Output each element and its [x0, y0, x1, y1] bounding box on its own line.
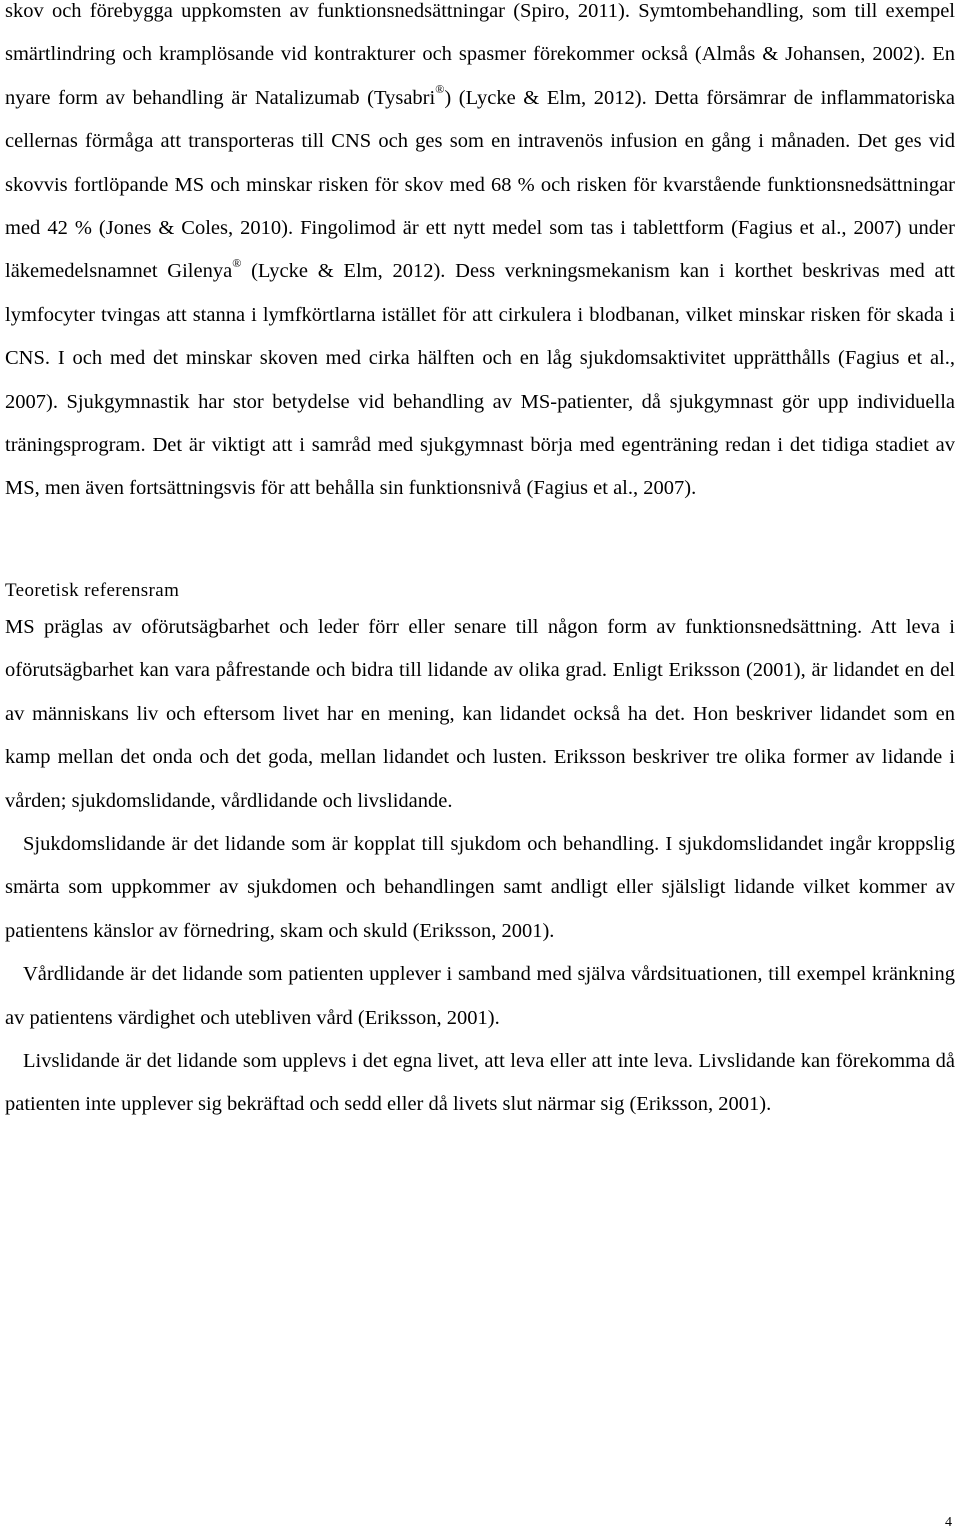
paragraph-text: ) (Lycke & Elm, 2012). Detta försämrar de inflammatoriska cellernas förmåga att transporteras till CNS och ges som en intravenös infusion en gång i månaden. Det ges vid skovvis fortlöpande MS och minskar risken för skov med 68 % och risken för kvarstående funktionsnedsättningar med 42 % (Jones & Coles, 2010). Fingolimod är ett nytt medel som tas i tablettform (Fagius et al., 2007) under läkemedelsnamnet Gilenya [5, 86, 955, 283]
body-paragraph-sjukdomslidande: Sjukdomslidande är det lidande som är kopplat till sjukdom och behandling. I sjukdomslidandet ingår kroppslig smärta som uppkommer av sjukdomen och behandlingen samt andligt eller själsligt lidande vilket kommer av patientens känslor av förnedring, skam och skuld (Eriksson, 2001). [5, 832, 955, 942]
registered-trademark-mark: ® [435, 81, 445, 96]
paragraph-text: skov och förebygga uppkomsten av funktionsnedsättningar (Spiro, 2011). Symtombehandling, som till exempel smärtlindring och kramplösande vid kontrakturer och spasmer förekommer också (Almås & Johansen, 2002). En nyare form av behandling är Natalizumab (Tysabri [5, 0, 955, 109]
registered-trademark-mark: ® [232, 255, 242, 270]
body-paragraph-intro: MS präglas av oförutsägbarhet och leder förr eller senare till någon form av funktionsnedsättning. Att leva i oförutsägbarhet kan vara påfrestande och bidra till lidande av olika grad. Enligt Eriksson (2001), är lidandet en del av människans liv och eftersom livet har en mening, kan lidandet också ha det. Hon beskriver lidandet som en kamp mellan det onda och det goda, mellan lidandet och lusten. Eriksson beskriver tre olika former av lidande i vården; sjukdomslidande, vårdlidande och livslidande. [5, 615, 955, 812]
body-paragraph-treatment [5, 0, 955, 511]
document-page [5, 0, 955, 1127]
body-paragraph-livslidande: Livslidande är det lidande som upplevs i det egna livet, att leva eller att inte leva. Livslidande kan förekomma då patienten inte upplever sig bekräftad och sedd eller då livets slut närmar sig (Eriksson, 2001). [5, 1049, 955, 1116]
body-paragraph-vardlidande: Vårdlidande är det lidande som patienten upplever i samband med själva vårdsituationen, till exempel kränkning av patientens värdighet och utebliven vård (Eriksson, 2001). [5, 963, 955, 1029]
section-heading: Teoretisk referensram [5, 579, 180, 601]
page-number: 4 [945, 1515, 952, 1530]
paragraph-text: (Lycke & Elm, 2012). Dess verkningsmekanism kan i korthet beskrivas med att lymfocyter tvingas att stanna i lymfkörtlarna istället för att cirkulera i blodbanan, vilket minskar risken för skada i CNS. I och med det minskar skoven med cirka hälften och en låg sjukdomsaktivitet upprätthålls (Fagius et al., 2007). Sjukgymnastik har stor betydelse vid behandling av MS-patienter, då sjukgymnast gör upp individuella träningsprogram. Det är viktigt att i samråd med sjukgymnast börja med egenträning redan i det tidiga stadiet av MS, men även fortsättningsvis för att behålla sin funktionsnivå (Fagius et al., 2007). [5, 260, 955, 500]
